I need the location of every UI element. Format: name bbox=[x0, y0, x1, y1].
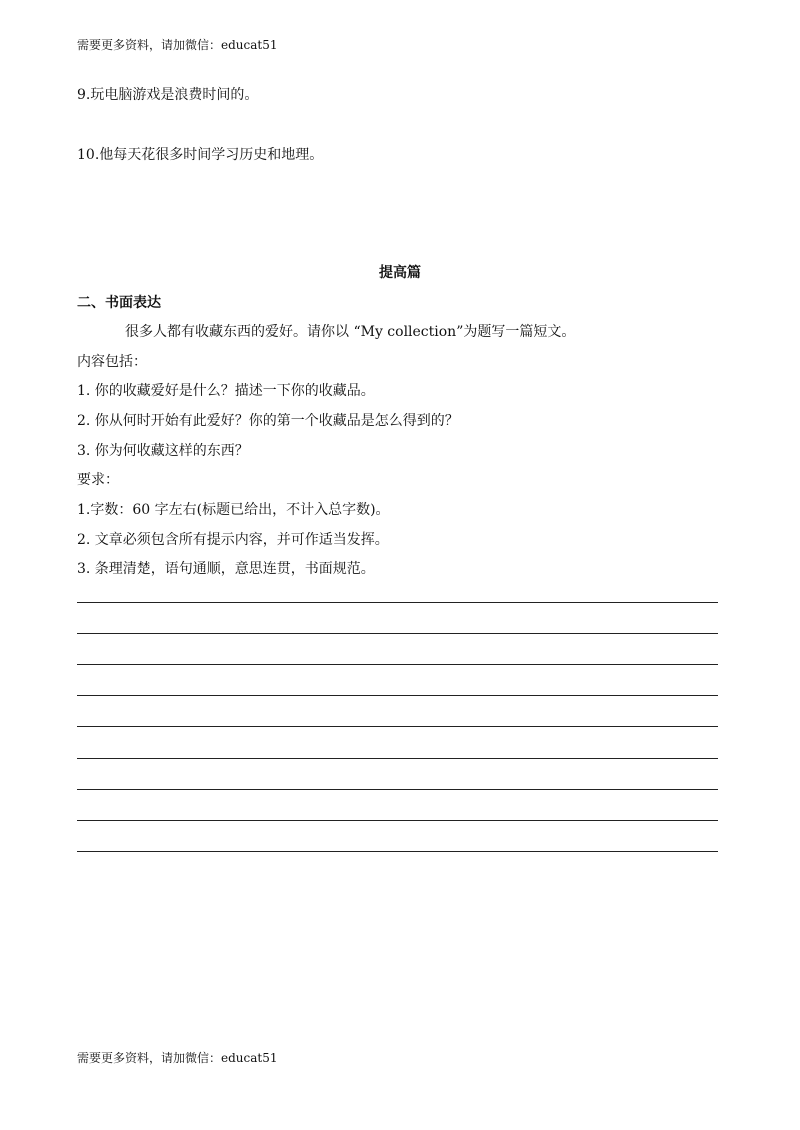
answer-line bbox=[77, 758, 718, 759]
writing-section-heading: 二、书面表达 bbox=[77, 295, 161, 311]
page-footer: 需要更多资料，请加微信：educat51 bbox=[77, 1051, 278, 1065]
requirement-3: 3. 条理清楚，语句通顺，意思连贯，书面规范。 bbox=[77, 561, 375, 577]
requirement-2: 2. 文章必须包含所有提示内容，并可作适当发挥。 bbox=[77, 532, 389, 548]
translation-sentence-9: 9.玩电脑游戏是浪费时间的。 bbox=[77, 87, 259, 103]
content-item-2: 2. 你从何时开始有此爱好？你的第一个收藏品是怎么得到的？ bbox=[77, 413, 459, 429]
answer-line bbox=[77, 664, 718, 665]
content-item-3: 3. 你为何收藏这样的东西？ bbox=[77, 443, 249, 459]
answer-line bbox=[77, 602, 718, 603]
translation-sentence-10: 10.他每天花很多时间学习历史和地理。 bbox=[77, 147, 324, 163]
content-item-1: 1. 你的收藏爱好是什么？描述一下你的收藏品。 bbox=[77, 383, 375, 399]
answer-line bbox=[77, 851, 718, 852]
page-header: 需要更多资料，请加微信：educat51 bbox=[77, 38, 278, 52]
answer-line bbox=[77, 820, 718, 821]
requirements-label: 要求： bbox=[77, 472, 119, 488]
answer-line bbox=[77, 726, 718, 727]
content-label: 内容包括： bbox=[77, 354, 147, 370]
writing-prompt: 很多人都有收藏东西的爱好。请你以 “My collection”为题写一篇短文。 bbox=[125, 324, 576, 340]
answer-line bbox=[77, 789, 718, 790]
requirement-1: 1.字数：60 字左右(标题已给出，不计入总字数)。 bbox=[77, 502, 390, 518]
answer-line bbox=[77, 695, 718, 696]
section-title: 提高篇 bbox=[379, 265, 421, 281]
answer-line bbox=[77, 633, 718, 634]
